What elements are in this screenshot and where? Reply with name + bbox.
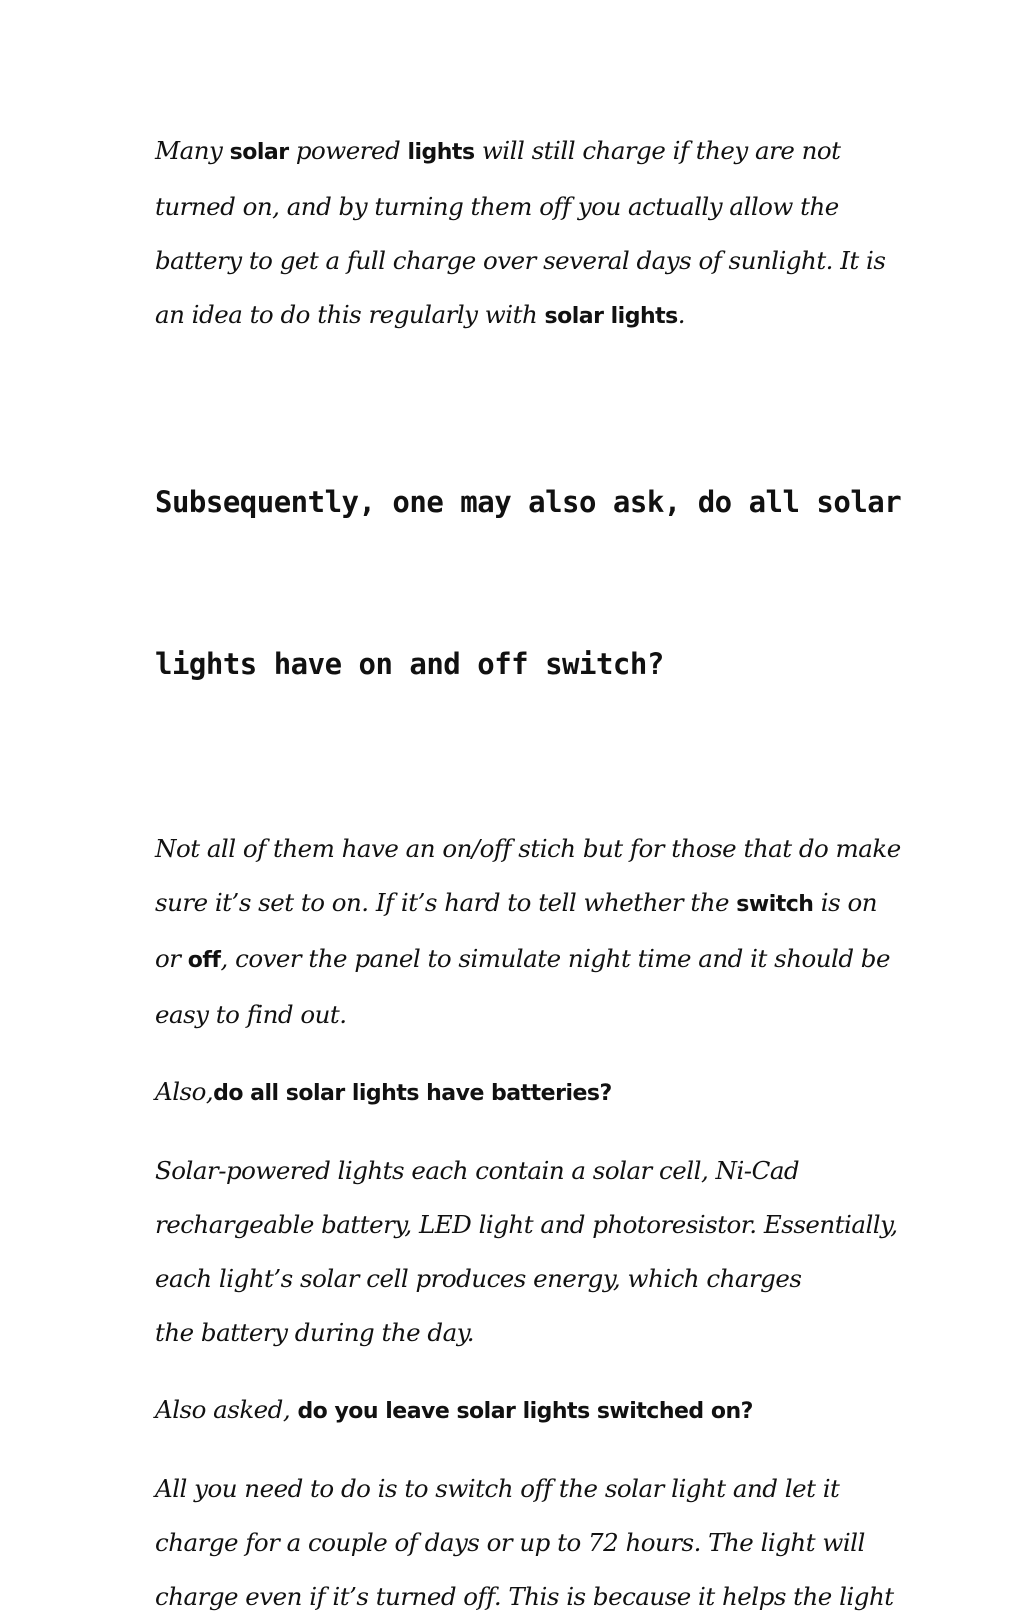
bold-term: solar bbox=[229, 140, 289, 165]
paragraph-line: charge even if it’s turned off. This is because it helps the light bbox=[155, 1582, 894, 1611]
heading-line: Subsequently, one may also ask, do all solar bbox=[155, 485, 902, 519]
paragraph-line: Not all of them have an on/off stich but for those that do make bbox=[155, 834, 901, 863]
paragraph-line: battery to get a full charge over several days of sunlight. It is bbox=[155, 246, 886, 275]
bold-term: off bbox=[187, 948, 221, 973]
paragraph-line: or off, cover the panel to simulate night time and it should be bbox=[155, 944, 890, 973]
paragraph-solar-charging bbox=[155, 124, 895, 344]
bold-term: switch bbox=[736, 892, 814, 917]
paragraph-line: an idea to do this regularly with solar lights. bbox=[155, 300, 686, 329]
paragraph-line: rechargeable battery, LED light and photoresistor. Essentially, bbox=[155, 1210, 898, 1239]
paragraph-line: Also asked, do you leave solar lights switched on? bbox=[155, 1395, 753, 1424]
section-heading bbox=[155, 367, 902, 799]
paragraph-components bbox=[155, 1144, 898, 1360]
paragraph-line: easy to find out. bbox=[155, 1000, 347, 1029]
paragraph-switch-off bbox=[155, 1462, 895, 1624]
paragraph-line: each light’s solar cell produces energy, which charges bbox=[155, 1264, 802, 1293]
bold-term: lights bbox=[407, 140, 475, 165]
paragraph-line: All you need to do is to switch off the solar light and let it bbox=[155, 1474, 840, 1503]
bold-question: do all solar lights have batteries? bbox=[213, 1081, 612, 1106]
paragraph-line: sure it’s set to on. If it’s hard to tell whether the switch is on bbox=[155, 888, 877, 917]
document-body bbox=[155, 124, 902, 1624]
paragraph-switch bbox=[155, 822, 901, 1042]
paragraph-line: turned on, and by turning them off you actually allow the bbox=[155, 192, 839, 221]
paragraph-line: Many solar powered lights will still charge if they are not bbox=[155, 136, 841, 165]
question-batteries bbox=[155, 1065, 895, 1121]
question-switched-on bbox=[155, 1383, 895, 1439]
heading-line: lights have on and off switch? bbox=[155, 647, 664, 681]
bold-term: solar lights bbox=[544, 304, 678, 329]
paragraph-line: the battery during the day. bbox=[155, 1318, 475, 1347]
paragraph-line: Solar-powered lights each contain a solar cell, Ni-Cad bbox=[155, 1156, 800, 1185]
paragraph-line: Also,do all solar lights have batteries? bbox=[155, 1077, 612, 1106]
paragraph-line: charge for a couple of days or up to 72 hours. The light will bbox=[155, 1528, 865, 1557]
bold-question: do you leave solar lights switched on? bbox=[297, 1399, 753, 1424]
